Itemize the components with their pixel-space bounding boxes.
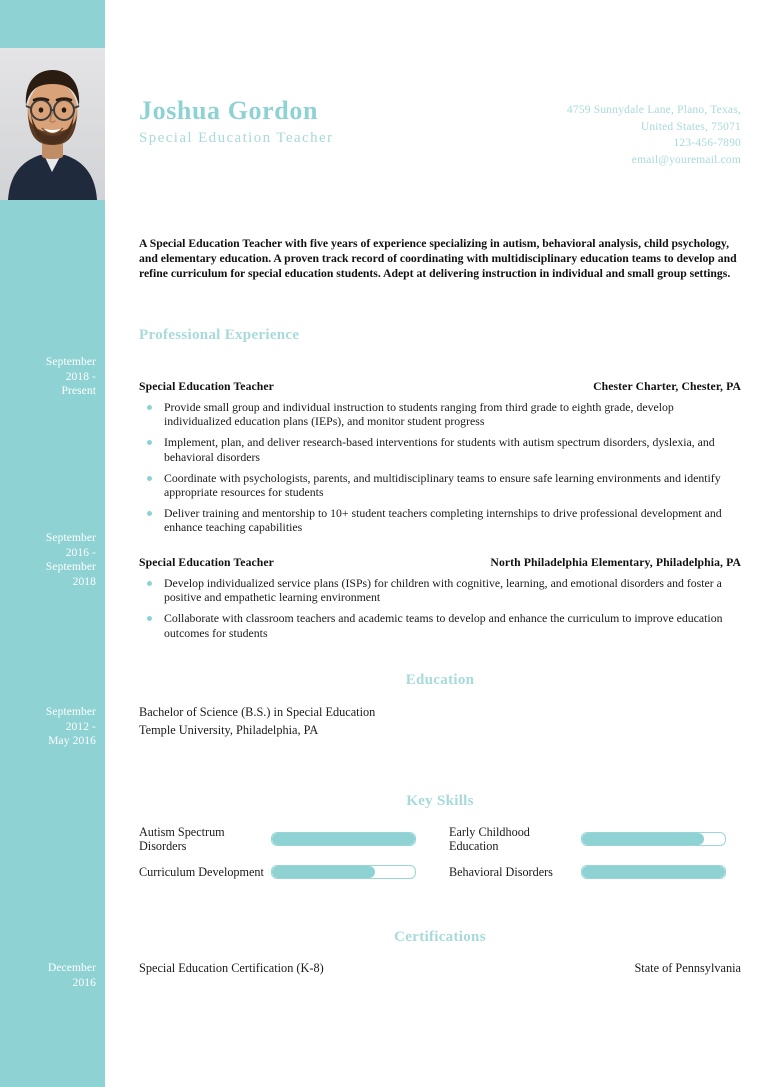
date-line: September: [45, 532, 96, 544]
phone-number: 123-456-7890: [673, 137, 741, 149]
date-line: 2018: [72, 575, 96, 588]
skill-label: Behavioral Disorders: [449, 864, 553, 879]
skill-item: [139, 822, 449, 855]
skill-item: [139, 855, 449, 888]
main-content: [105, 0, 768, 1087]
certification-issuer: State of Pennsylvania: [634, 961, 741, 975]
section-heading-certifications: Certifications: [394, 929, 486, 945]
experience-employer: Chester Charter, Chester, PA: [593, 380, 741, 393]
list-item: Coordinate with psychologists, parents, and multidisciplinary teams to ensure safe learning environments and identify appropriate resources for students: [139, 471, 741, 499]
skill-item: [449, 822, 741, 855]
skills-grid: [139, 822, 741, 888]
skill-level-bar: [271, 832, 416, 846]
certification-entry: [139, 961, 741, 976]
skill-label: Autism Spectrum Disorders: [139, 824, 225, 853]
education-degree: Bachelor of Science (B.S.) in Special Education: [139, 705, 376, 719]
skill-level-fill: [272, 833, 415, 845]
skill-level-bar: [581, 832, 726, 846]
skill-level-fill: [582, 866, 725, 878]
date-line: May 2016: [48, 735, 96, 747]
experience-entry: [139, 380, 741, 542]
job-title: Special Education Teacher: [139, 130, 334, 146]
date-line: September: [45, 706, 96, 718]
experience-bullet-list: [139, 576, 741, 640]
skill-level-bar: [271, 865, 416, 879]
list-item: Collaborate with classroom teachers and academic teams to develop and enhance the curriculum to improve education outcomes for students: [139, 611, 741, 639]
list-item: Provide small group and individual instruction to students ranging from third grade to eighth grade, develop individualized education plans (IEPs), and monitor student progress: [139, 400, 741, 428]
list-item: Develop individualized service plans (ISPs) for children with cognitive, learning, and emotional disorders and foster a positive and empathetic learning environment: [139, 576, 741, 604]
date-line: Present: [61, 385, 96, 397]
address-line-1: 4759 Sunnydale Lane, Plano, Texas,: [566, 104, 741, 116]
resume-header: [139, 96, 741, 168]
email-address: email@youremail.com: [631, 153, 741, 166]
sidebar-date-education: [4, 705, 96, 749]
experience-job-title: Special Education Teacher: [139, 556, 274, 569]
experience-employer: North Philadelphia Elementary, Philadelphia, PA: [490, 556, 741, 569]
skill-level-bar: [581, 865, 726, 879]
skill-label: Early Childhood Education: [449, 824, 530, 853]
sidebar-date-experience-2: [4, 531, 96, 589]
section-heading-skills: Key Skills: [406, 793, 474, 809]
date-line: 2018 -: [65, 370, 96, 383]
certification-name: Special Education Certification (K-8): [139, 961, 324, 975]
education-entry: [139, 704, 741, 739]
skill-item: [449, 855, 741, 888]
education-school: Temple University, Philadelphia, PA: [139, 722, 319, 737]
experience-job-title: Special Education Teacher: [139, 380, 274, 393]
sidebar-date-experience-1: [4, 355, 96, 399]
experience-entry: [139, 556, 741, 647]
date-line: September: [45, 356, 96, 368]
skill-label: Curriculum Development: [139, 864, 264, 879]
summary-paragraph: A Special Education Teacher with five years of experience specializing in autism, behavioral analysis, child psychology, and elementary education. A proven track record of coordinating with multidisciplinary education teams to develop and refine curriculum for special education students. Adept at delivering instruction in individual and small group settings.: [139, 237, 737, 281]
date-line: 2012 -: [65, 720, 96, 733]
sidebar: [0, 0, 105, 1087]
list-item: Implement, plan, and deliver research-based interventions for students with autism spectrum disorders, dyslexia, and behavioral disorders: [139, 435, 741, 463]
skill-level-fill: [582, 833, 704, 845]
identity-block: [139, 96, 333, 148]
skill-level-fill: [272, 866, 375, 878]
avatar: [0, 48, 105, 200]
section-heading-education: Education: [405, 672, 475, 688]
contact-block: [567, 96, 741, 168]
headshot-photo-icon: [0, 48, 105, 200]
experience-bullet-list: [139, 400, 741, 535]
date-line: 2016 -: [65, 546, 96, 559]
section-heading-experience: Professional Experience: [139, 327, 300, 343]
date-line: December: [47, 962, 96, 974]
address-line-2: United States, 75071: [640, 120, 741, 133]
page-title: Joshua Gordon: [139, 96, 319, 125]
date-line: September: [45, 561, 96, 573]
date-line: 2016: [72, 976, 96, 989]
sidebar-date-certification: [4, 961, 96, 990]
list-item: Deliver training and mentorship to 10+ student teachers completing internships to drive professional development and enhance teaching capabilities: [139, 506, 741, 534]
